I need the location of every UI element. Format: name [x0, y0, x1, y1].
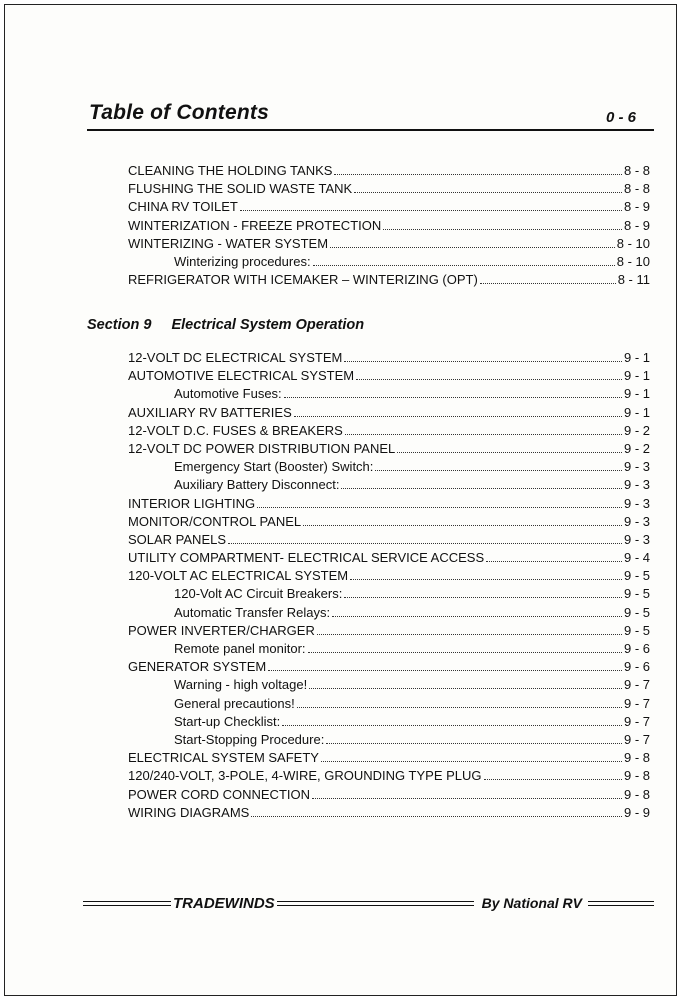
toc-entry: [128, 804, 650, 822]
toc-entry-label: POWER CORD CONNECTION: [128, 786, 310, 802]
dot-leader: [308, 652, 622, 653]
toc-entry-label: ELECTRICAL SYSTEM SAFETY: [128, 750, 319, 766]
toc-entry-label: INTERIOR LIGHTING: [128, 495, 256, 511]
toc-entry-page: 9 - 3: [623, 477, 650, 493]
dot-leader: [341, 488, 622, 489]
toc-entry-page: 8 - 8: [623, 163, 650, 178]
toc-entry-label: GENERATOR SYSTEM: [128, 659, 267, 675]
toc-entry-page: 9 - 8: [623, 786, 650, 802]
toc-entry-label: WINTERIZING - WATER SYSTEM: [128, 235, 329, 251]
dot-leader: [240, 210, 622, 211]
toc-entry-page: 9 - 2: [623, 422, 650, 438]
dot-leader: [332, 616, 622, 617]
page-title: Table of Contents: [89, 101, 269, 124]
toc-entry: [128, 235, 650, 253]
toc-entry: [128, 349, 650, 367]
toc-entry-label: Remote panel monitor:: [174, 641, 306, 656]
dot-leader: [294, 416, 622, 417]
toc-entry: [128, 440, 650, 458]
toc-entry-label: 120/240-VOLT, 3-POLE, 4-WIRE, GROUNDING TYPE PLUG: [128, 768, 482, 784]
toc-entry: [128, 549, 650, 567]
toc-entry-label: POWER INVERTER/CHARGER: [128, 622, 315, 638]
toc-entry-label: 12-VOLT D.C. FUSES & BREAKERS: [128, 422, 343, 438]
toc-entry-label: AUXILIARY RV BATTERIES: [128, 404, 292, 420]
toc-entry-label: CHINA RV TOILET: [128, 199, 238, 215]
dot-leader: [486, 561, 622, 562]
toc-entry-page: 9 - 1: [623, 368, 650, 384]
section-number: Section 9: [87, 317, 152, 333]
dot-leader: [397, 452, 622, 453]
footer-rule-right: [588, 901, 654, 906]
toc-entry-label: Start-Stopping Procedure:: [174, 731, 325, 747]
toc-entry-label: 12-VOLT DC POWER DISTRIBUTION PANEL: [128, 440, 396, 456]
toc-entry-page: 8 - 10: [616, 253, 650, 269]
dot-leader: [484, 779, 622, 780]
toc-entry: [128, 404, 650, 422]
toc-entry: [128, 531, 650, 549]
toc-entry: [128, 513, 650, 531]
toc-entry: [128, 385, 650, 403]
dot-leader: [345, 434, 622, 435]
toc-entry: [128, 640, 650, 658]
dot-leader: [326, 743, 622, 744]
toc-entry-label: Auxiliary Battery Disconnect:: [174, 477, 340, 493]
toc-entry-label: REFRIGERATOR WITH ICEMAKER – WINTERIZING (OPT): [128, 272, 478, 288]
toc-entry-label: WINTERIZATION - FREEZE PROTECTION: [128, 217, 382, 233]
toc-entry-page: 9 - 1: [623, 386, 650, 402]
toc-entry-page: 9 - 9: [623, 804, 650, 820]
toc-entry-page: 9 - 1: [623, 404, 650, 420]
toc-entry: [128, 367, 650, 385]
section-title: Electrical System Operation: [171, 317, 365, 333]
toc-entry-page: 9 - 3: [623, 513, 650, 529]
dot-leader: [297, 707, 622, 708]
dot-leader: [354, 192, 622, 193]
section-heading: [87, 317, 364, 333]
toc-entry-page: 8 - 11: [617, 272, 650, 288]
toc-entry: [128, 604, 650, 622]
toc-entry-label: Automotive Fuses:: [174, 386, 282, 402]
toc-entry-label: 12-VOLT DC ELECTRICAL SYSTEM: [128, 350, 343, 365]
toc-entry-page: 9 - 5: [623, 604, 650, 620]
toc-entry-label: AUTOMOTIVE ELECTRICAL SYSTEM: [128, 368, 355, 384]
toc-entry-label: Automatic Transfer Relays:: [174, 604, 331, 620]
section8-toc-list: [128, 162, 650, 289]
footer-publisher: By National RV: [481, 895, 582, 911]
page-number: 0 - 6: [605, 109, 636, 126]
toc-entry-label: Emergency Start (Booster) Switch:: [174, 459, 374, 475]
toc-entry-page: 9 - 4: [623, 550, 650, 566]
toc-entry: [128, 458, 650, 476]
toc-entry-page: 9 - 3: [623, 531, 650, 547]
toc-entry-page: 9 - 3: [623, 495, 650, 511]
toc-entry-page: 9 - 5: [623, 586, 650, 602]
toc-entry-label: General precautions!: [174, 695, 295, 711]
toc-entry: [128, 658, 650, 676]
toc-entry-label: Start-up Checklist:: [174, 713, 281, 729]
dot-leader: [344, 361, 622, 362]
toc-entry: [128, 695, 650, 713]
toc-entry-page: 8 - 9: [623, 199, 650, 215]
toc-entry: [128, 749, 650, 767]
toc-entry-page: 8 - 10: [616, 235, 650, 251]
toc-entry: [128, 217, 650, 235]
toc-entry-page: 9 - 8: [623, 750, 650, 766]
toc-entry: [128, 253, 650, 271]
toc-entry-label: CLEANING THE HOLDING TANKS: [128, 163, 333, 178]
toc-entry-page: 9 - 1: [623, 350, 650, 365]
toc-entry-page: 8 - 9: [623, 217, 650, 233]
footer-brand: TRADEWINDS: [173, 894, 275, 912]
dot-leader: [356, 379, 622, 380]
toc-entry-label: 120-VOLT AC ELECTRICAL SYSTEM: [128, 568, 349, 584]
toc-entry: [128, 622, 650, 640]
header-rule: [87, 129, 654, 131]
toc-entry: [128, 767, 650, 785]
document-page: [4, 4, 677, 996]
dot-leader: [282, 725, 622, 726]
toc-entry-label: SOLAR PANELS: [128, 531, 227, 547]
footer-rule-middle: [277, 901, 474, 906]
dot-leader: [309, 688, 622, 689]
toc-entry: [128, 495, 650, 513]
toc-entry: [128, 713, 650, 731]
dot-leader: [334, 174, 622, 175]
dot-leader: [383, 229, 622, 230]
toc-entry-page: 9 - 6: [623, 659, 650, 675]
dot-leader: [268, 670, 622, 671]
toc-entry: [128, 731, 650, 749]
toc-entry: [128, 198, 650, 216]
toc-entry-page: 9 - 8: [623, 768, 650, 784]
dot-leader: [350, 579, 622, 580]
dot-leader: [251, 816, 622, 817]
toc-entry: [128, 585, 650, 603]
dot-leader: [313, 265, 615, 266]
page-footer: [83, 893, 654, 913]
dot-leader: [330, 247, 615, 248]
dot-leader: [312, 798, 622, 799]
toc-entry-page: 9 - 7: [623, 677, 650, 693]
toc-entry-page: 9 - 7: [623, 731, 650, 747]
toc-entry-page: 9 - 5: [623, 622, 650, 638]
toc-entry-page: 8 - 8: [623, 181, 650, 197]
toc-entry-label: Warning - high voltage!: [174, 677, 308, 693]
toc-entry-page: 9 - 3: [623, 459, 650, 475]
toc-entry: [128, 676, 650, 694]
dot-leader: [303, 525, 622, 526]
toc-entry-page: 9 - 7: [623, 713, 650, 729]
dot-leader: [344, 597, 622, 598]
dot-leader: [228, 543, 622, 544]
toc-entry-page: 9 - 7: [623, 695, 650, 711]
toc-entry-label: WIRING DIAGRAMS: [128, 804, 250, 820]
footer-rule-left: [83, 901, 171, 906]
toc-entry-label: UTILITY COMPARTMENT- ELECTRICAL SERVICE ACCESS: [128, 550, 485, 566]
toc-entry: [128, 180, 650, 198]
toc-entry: [128, 422, 650, 440]
toc-entry-label: MONITOR/CONTROL PANEL: [128, 513, 302, 529]
dot-leader: [257, 507, 622, 508]
toc-entry-page: 9 - 2: [623, 440, 650, 456]
toc-entry-label: 120-Volt AC Circuit Breakers:: [174, 586, 343, 602]
dot-leader: [375, 470, 622, 471]
dot-leader: [480, 283, 616, 284]
toc-entry: [128, 271, 650, 289]
toc-entry-page: 9 - 5: [623, 568, 650, 584]
dot-leader: [317, 634, 622, 635]
section9-toc-list: [128, 349, 650, 822]
toc-entry-label: FLUSHING THE SOLID WASTE TANK: [128, 181, 353, 197]
toc-entry-label: Winterizing procedures:: [174, 253, 311, 269]
toc-entry: [128, 567, 650, 585]
toc-entry: [128, 786, 650, 804]
toc-entry-page: 9 - 6: [623, 641, 650, 656]
toc-entry: [128, 476, 650, 494]
dot-leader: [284, 397, 622, 398]
dot-leader: [321, 761, 622, 762]
toc-entry: [128, 162, 650, 180]
